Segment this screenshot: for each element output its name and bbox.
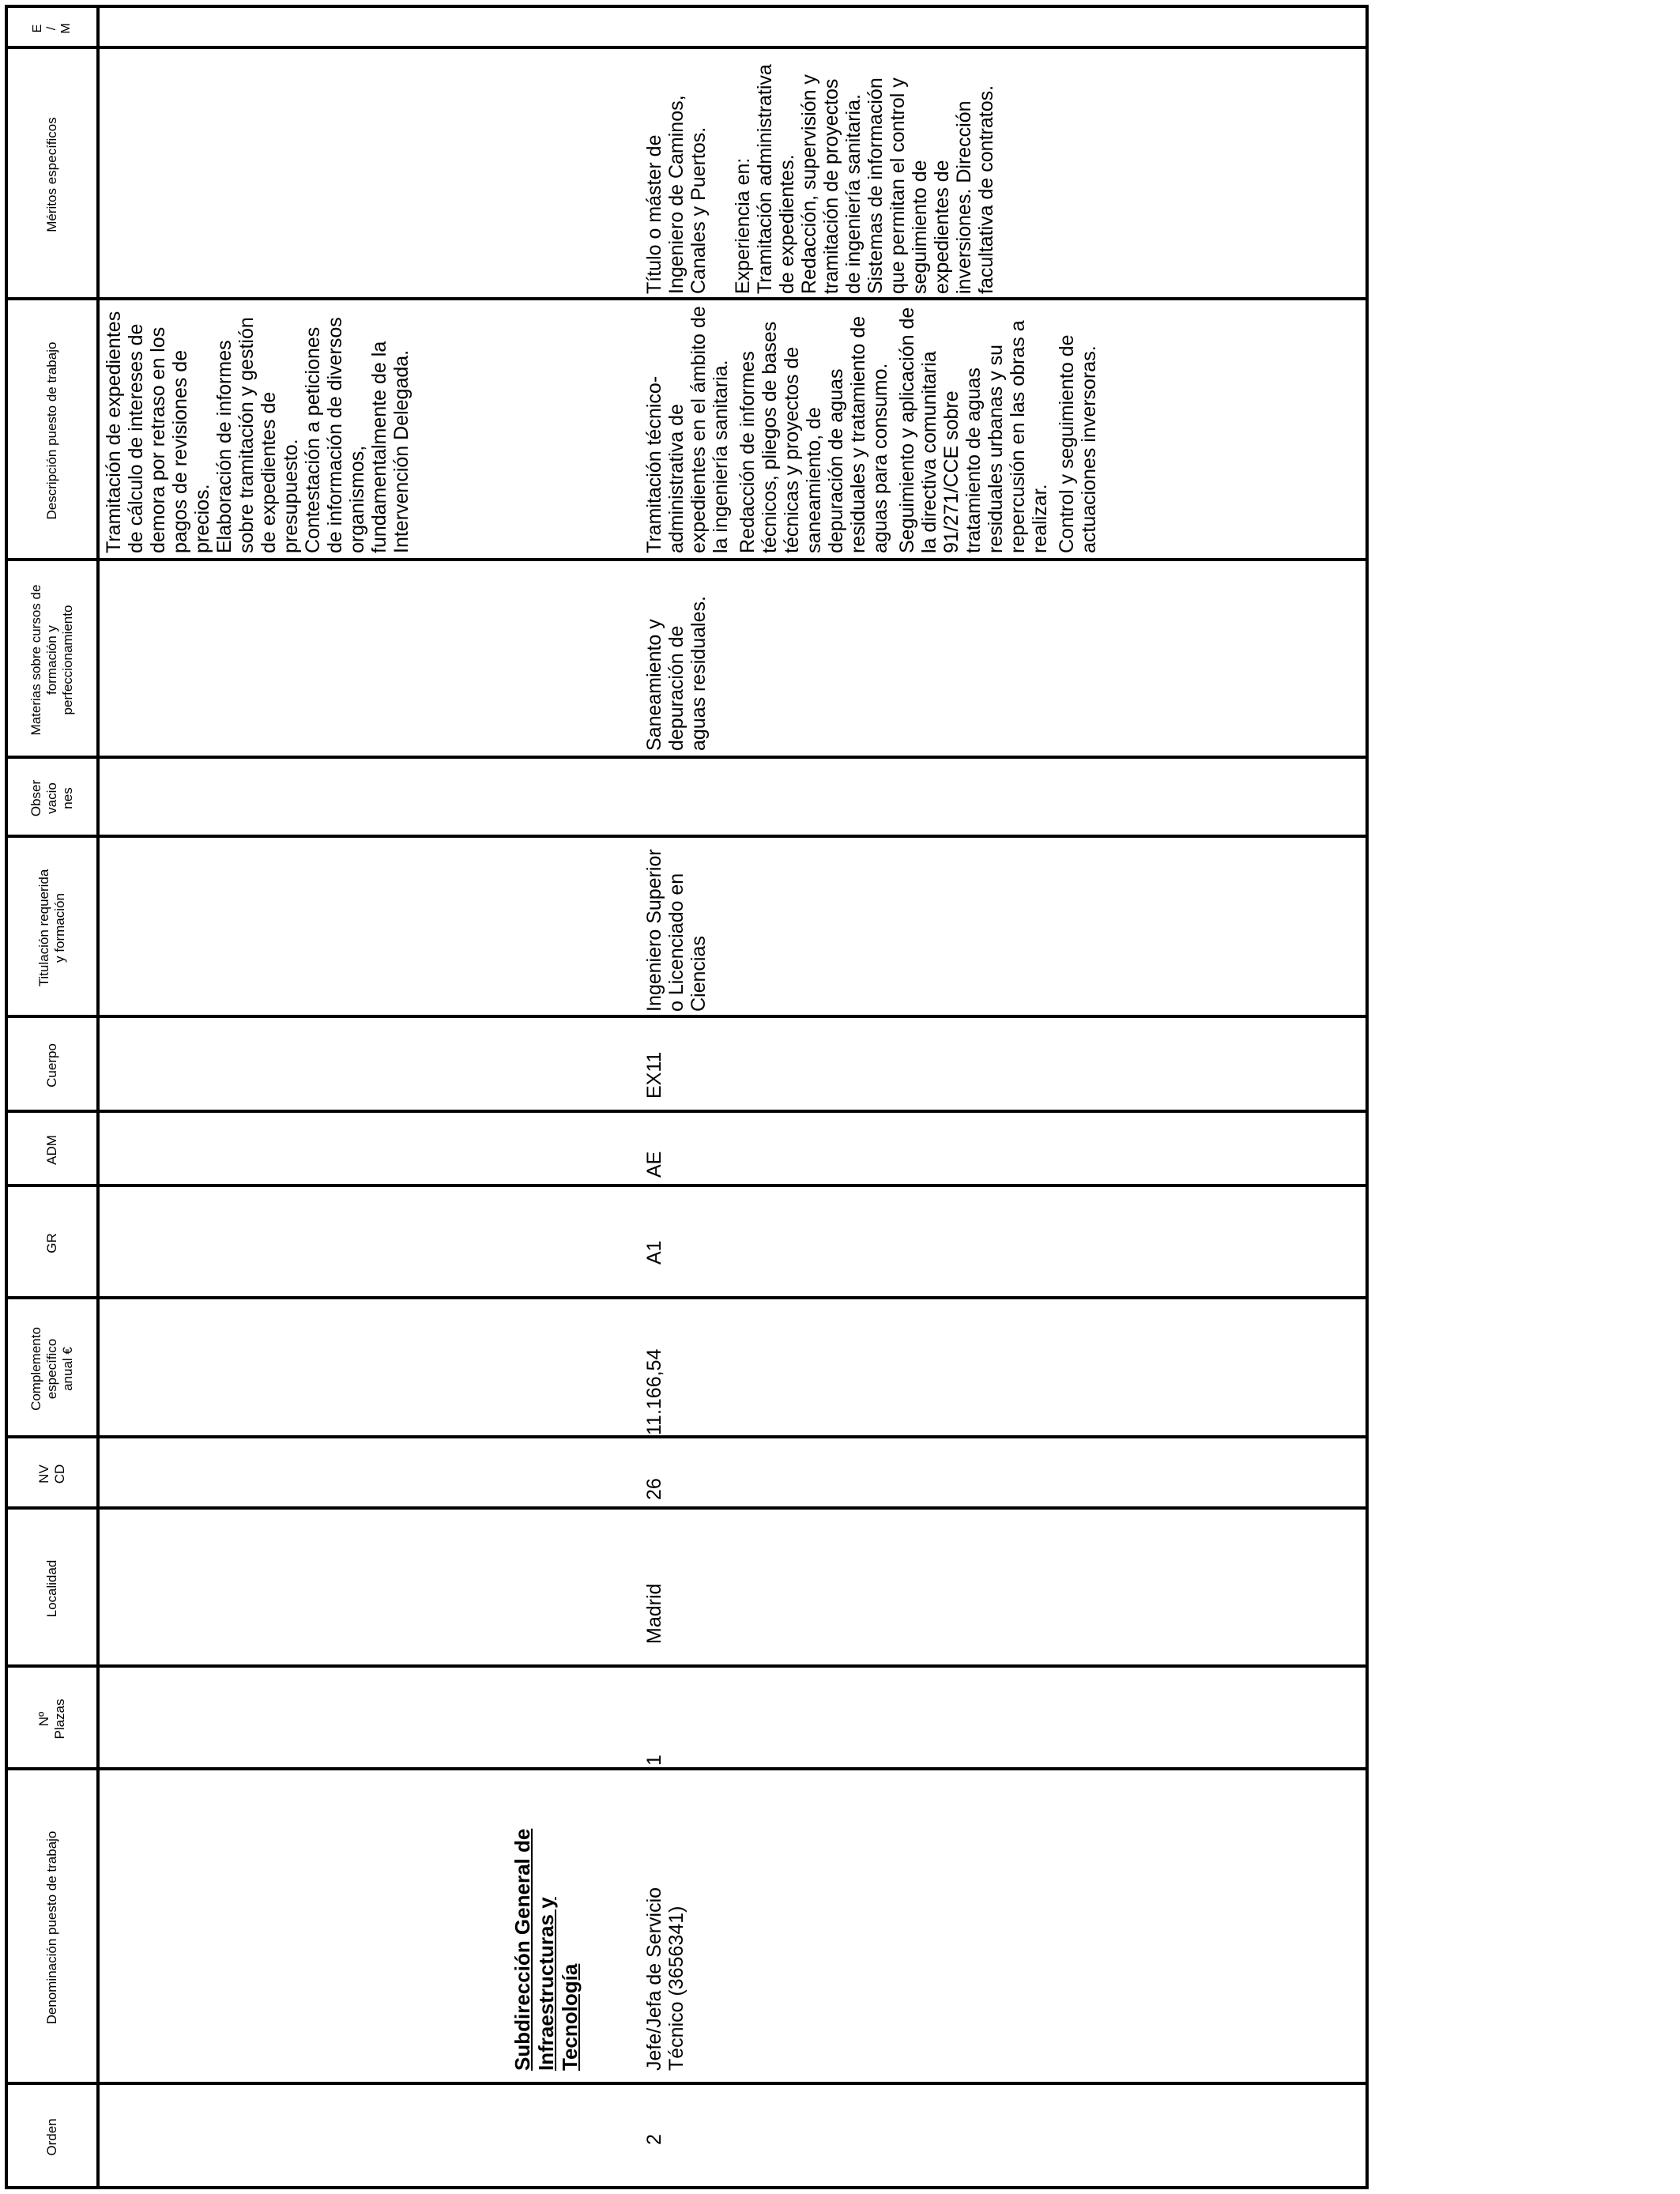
- header-adm: ADM: [44, 1135, 59, 1165]
- row-orden: 2: [643, 2134, 665, 2145]
- table-border-top: [5, 5, 8, 2189]
- col-border-right: [5, 5, 1369, 8]
- header-em: E / M: [31, 23, 73, 34]
- continuation-description: [103, 308, 412, 553]
- row-localidad: Madrid: [643, 1583, 665, 1644]
- col-divider: [5, 558, 1369, 561]
- header-plazas: Nº Plazas: [36, 1698, 67, 1740]
- header-nivel: NV CD: [36, 1464, 67, 1484]
- table-border-bottom: [1365, 5, 1369, 2189]
- merito-item: Título o máster de Ingeniero de Caminos, Canales y Puertos.: [643, 95, 710, 294]
- description-item: Seguimiento y aplicación de la directiva comunitaria 91/271/CCE sobre tratamiento de aguas residuales urbanas y su repercusión en las obras a realizar.: [896, 307, 1051, 553]
- col-divider: [5, 2082, 1369, 2085]
- header-gr: GR: [44, 1233, 59, 1253]
- table: [5, 5, 1369, 2189]
- header-cuerpo: Cuerpo: [44, 1043, 59, 1088]
- header-titulacion: Titulación requerida y formación: [36, 869, 67, 987]
- col-divider: [5, 1506, 1369, 1510]
- col-divider: [5, 756, 1369, 759]
- section-title: Subdirección General de Infraestructuras y Tecnología: [510, 1828, 582, 2071]
- header-complemento: Complemento específico anual €: [28, 1327, 75, 1411]
- merito-item: Experiencia en: Tramitación administrativa de expedientes. Redacción, supervisión y tramitación de proyectos de ingeniería sanitaria. Sistemas de información que permitan el control y seguimiento de expedientes de inversiones. Dirección facultativa de contratos.: [732, 64, 997, 294]
- col-divider: [5, 1015, 1369, 1018]
- col-divider: [5, 1184, 1369, 1187]
- description-item: Redacción de informes técnicos, pliegos de bases técnicas y proyectos de saneamiento, de depuración de aguas residuales y tratamiento de aguas para consumo.: [736, 315, 891, 553]
- row-plazas: 1: [643, 1755, 665, 1766]
- col-divider: [5, 1767, 1369, 1770]
- header-descripcion: Descripción puesto de trabajo: [44, 341, 59, 520]
- row-adm: AE: [643, 1151, 665, 1178]
- row-cuerpo: EX11: [643, 1051, 665, 1099]
- header-orden: Orden: [44, 2118, 59, 2156]
- row-complemento: 11.166,54: [643, 1348, 665, 1435]
- col-border-left: [5, 2186, 1369, 2189]
- header-denominacion: Denominación puesto de trabajo: [44, 1830, 59, 2025]
- col-divider: [5, 46, 1369, 49]
- description-item: Contestación a peticiones de información de diversos organismos, fundamentalmente de la Intervención Delegada.: [302, 317, 412, 553]
- header-localidad: Localidad: [44, 1559, 59, 1618]
- header-materias: Materias sobre cursos de formación y perfeccionamiento: [28, 584, 75, 736]
- row-denominacion: Jefe/Jefa de Servicio Técnico (3656341): [643, 1887, 687, 2071]
- col-divider: [5, 1296, 1369, 1299]
- row-titulacion: Ingeniero Superior o Licenciado en Ciencias: [643, 849, 710, 1012]
- row-gr: A1: [643, 1240, 665, 1265]
- col-divider: [5, 1110, 1369, 1113]
- row-meritos: [643, 57, 997, 294]
- header-divider: [96, 5, 100, 2189]
- row-materias: Saneamiento y depuración de aguas residuales.: [643, 596, 710, 751]
- description-item: Elaboración de informes sobre tramitación y gestión de expedientes de presupuesto.: [213, 317, 302, 553]
- col-divider: [5, 1664, 1369, 1668]
- col-divider: [5, 297, 1369, 300]
- col-divider: [5, 1435, 1369, 1438]
- description-item: Control y seguimiento de actuaciones inversoras.: [1056, 334, 1100, 553]
- header-meritos: Méritos específicos: [44, 117, 59, 232]
- col-divider: [5, 835, 1369, 838]
- description-item: Tramitación técnico-administrativa de expedientes en el ámbito de la ingeniería sanitaria.: [643, 306, 732, 553]
- description-item: Tramitación de expedientes de cálculo de intereses de demora por retraso en los pagos de revisiones de precios.: [103, 311, 213, 553]
- row-nivel: 26: [643, 1478, 665, 1500]
- row-descripcion: [643, 305, 1100, 553]
- header-observaciones: Obser vacio nes: [28, 779, 75, 817]
